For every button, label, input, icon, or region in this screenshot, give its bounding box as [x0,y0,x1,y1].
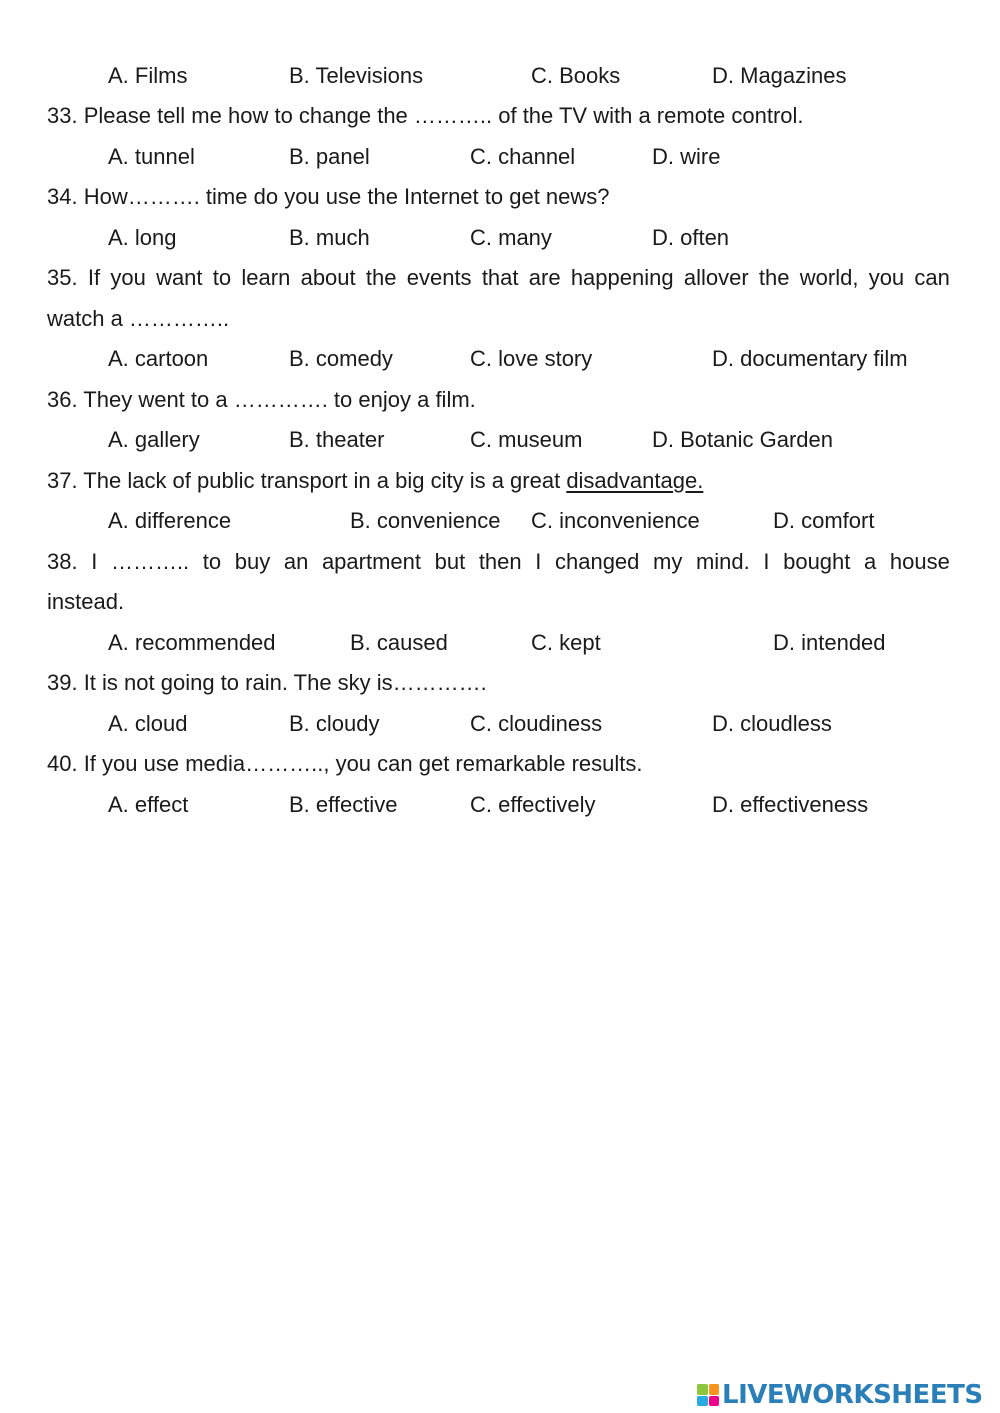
word: house [889,549,950,574]
q39-option-b: B. cloudy [289,711,380,736]
question-38-line-2: instead. [47,589,125,614]
q35-option-b: B. comedy [289,346,393,371]
q36-option-c: C. museum [470,427,583,452]
q32-option-d: D. Magazines [712,63,847,88]
word: but [434,549,466,574]
question-37 [47,466,703,496]
word: a [864,549,877,574]
q34-option-a: A. long [108,225,177,250]
q33-option-c: C. channel [470,144,576,169]
q37-option-b: B. convenience [350,508,501,533]
q34-option-b: B. much [289,225,370,250]
q40-option-c: C. effectively [470,792,596,817]
word: the [365,265,397,290]
word: to [202,549,222,574]
question-38-line-1 [47,547,950,577]
q36-option-b: B. theater [289,427,385,452]
q36-option-d: D. Botanic Garden [652,427,833,452]
q39-option-c: C. cloudiness [470,711,603,736]
q33-option-a: A. tunnel [108,144,195,169]
word: my [653,549,683,574]
word: are [528,265,561,290]
word: to [212,265,232,290]
q37-option-a: A. difference [108,508,232,533]
word: about [300,265,356,290]
word: If [87,265,101,290]
liveworksheets-brand [697,1378,997,1412]
q34-option-d: D. often [652,225,730,250]
q36-option-a: A. gallery [108,427,200,452]
word: mind. [695,549,750,574]
question-35-line-2: watch a ………….. [47,306,230,331]
word: bought [783,549,851,574]
question-33: 33. Please tell me how to change the ……….. of the TV with a remote control. [47,103,804,128]
word: that [481,265,519,290]
word: then [478,549,522,574]
word: you [868,265,905,290]
question-39: 39. It is not going to rain. The sky is…………. [47,670,487,695]
word: apartment [321,549,421,574]
question-34: 34. How………. time do you use the Internet to get news? [47,184,610,209]
question-35-line-1 [47,263,950,293]
question-36: 36. They went to a …………. to enjoy a film. [47,387,476,412]
word: can [914,265,950,290]
word: ……….. [110,549,190,574]
word: changed [554,549,640,574]
q34-option-c: C. many [470,225,552,250]
q40-option-d: D. effectiveness [712,792,869,817]
q40-option-b: B. effective [289,792,398,817]
word: buy [234,549,271,574]
word: 35. [47,265,78,290]
word: you [110,265,146,290]
q35-option-a: A. cartoon [108,346,209,371]
word: world, [799,265,859,290]
q37-option-d: D. comfort [773,508,875,533]
word: an [283,549,309,574]
q37-option-c: C. inconvenience [531,508,700,533]
word: allover [683,265,749,290]
q32-option-b: B. Televisions [289,63,424,88]
word: learn [241,265,291,290]
question-40: 40. If you use media……….., you can get remarkable results. [47,751,643,776]
word: the [758,265,790,290]
q38-option-a: A. recommended [108,630,276,655]
word: 38. [47,549,78,574]
underlined-word: disadvantage. [566,468,704,493]
word: I [763,549,770,574]
q39-option-d: D. cloudless [712,711,832,736]
q38-option-c: C. kept [531,630,601,655]
q33-option-b: B. panel [289,144,370,169]
q35-option-d: D. documentary film [712,346,908,371]
word: I [535,549,542,574]
question-37-text: 37. The lack of public transport in a big city is a great [47,468,567,493]
word: happening [570,265,674,290]
brand-name: LIVEWORKSHEETS [722,1380,983,1410]
q38-option-d: D. intended [773,630,886,655]
q40-option-a: A. effect [108,792,189,817]
q33-option-d: D. wire [652,144,721,169]
word: want [156,265,203,290]
word: events [406,265,472,290]
q32-option-a: A. Films [108,63,188,88]
q39-option-a: A. cloud [108,711,188,736]
q32-option-c: C. Books [531,63,621,88]
q35-option-c: C. love story [470,346,593,371]
liveworksheets-logo-icon [697,1384,719,1406]
q38-option-b: B. caused [350,630,448,655]
word: I [91,549,98,574]
